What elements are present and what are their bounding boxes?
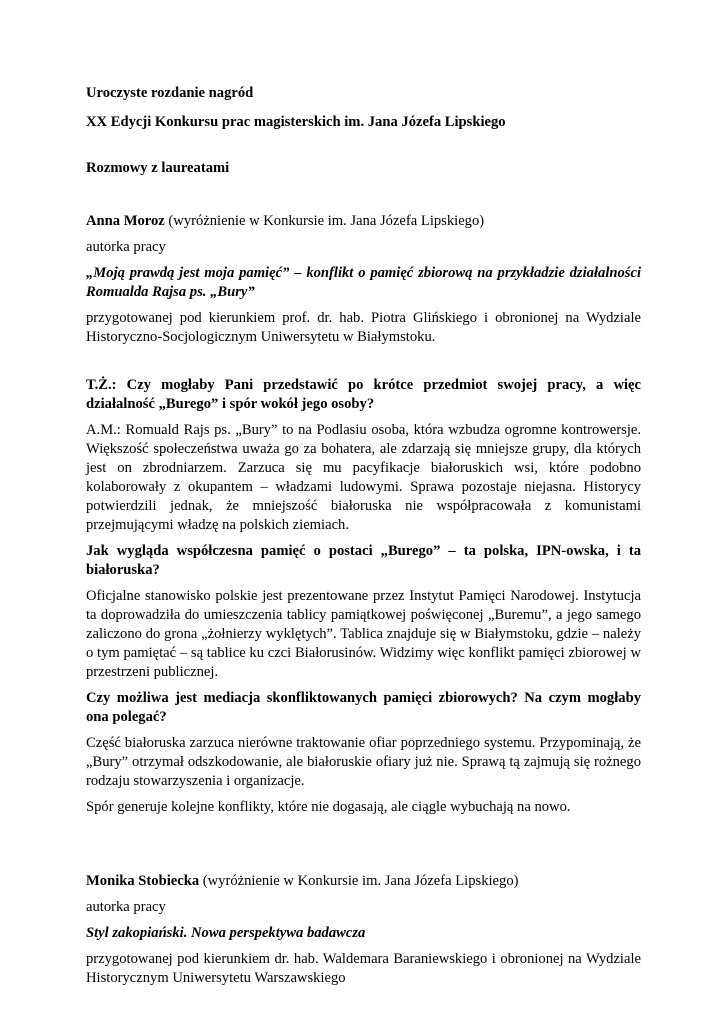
laureate-1-thesis-title: „Moją prawdą jest moja pamięć” – konflikt o pamięć zbiorową na przykładzie działalności Romualda Rajsa ps. „Bury” — [86, 265, 641, 300]
interview-question-2: Jak wygląda współczesna pamięć o postaci „Burego” – ta polska, IPN-owska, i ta białoruska? — [86, 543, 641, 578]
interview-answer-3b: Spór generuje kolejne konflikty, które nie dogasają, ale ciągle wybuchają na nowo. — [86, 799, 571, 815]
interview-answer-3: Część białoruska zarzuca nierówne traktowanie ofiar poprzedniego systemu. Przypominają, że „Bury” otrzymał odszkodowanie, ale białoruskie ofiary już nie. Sprawą tą zajmują się rożnego rodzaju stowarzyszenia i organizacje. — [86, 735, 641, 789]
interview-answer-1: A.M.: Romuald Rajs ps. „Bury” to na Podlasiu osoba, która wzbudza ogromne kontrowersje. Większość społeczeństwa uważa go za bohatera, ale zdarzają się mniejsze grupy, dla których jest on zbrodniarzem. Zarzuca się mu pacyfikacje białoruskich wsi, które podobno kolaborowały z okupantem – władzami ludowymi. Sprawa pozostaje niejasna. Historycy potwierdzili jednak, że mniejszość białoruska nie współpracowała z komunistami przejmującymi władzę na polskich ziemiach. — [86, 422, 641, 533]
competition-title: XX Edycji Konkursu prac magisterskich im. Jana Józefa Lipskiego — [86, 114, 506, 130]
laureate-1-heading — [86, 212, 641, 231]
laureate-2-role: autorka pracy — [86, 899, 166, 915]
interview-answer-2: Oficjalne stanowisko polskie jest prezentowane przez Instytut Pamięci Narodowej. Instytucja ta doprowadziła do umieszczenia tablicy pamiątkowej poświęconej „Buremu”, a jego samego zaliczono do grona „żołnierzy wyklętych”. Tablica znajduje się w Białymstoku, gdzie – należy o tym pamiętać – są tablice ku czci Białorusinów. Widzimy więc konflikt pamięci zbiorowej w przestrzeni publicznej. — [86, 588, 641, 680]
event-title: Uroczyste rozdanie nagród — [86, 85, 254, 101]
interview-question-1: T.Ż.: Czy mogłaby Pani przedstawić po krótce przedmiot swojej pracy, a więc działalność „Burego” i spór wokół jego osoby? — [86, 377, 641, 412]
laureate-1-distinction: (wyróżnienie w Konkursie im. Jana Józefa Lipskiego) — [164, 213, 485, 229]
laureate-1-name: Anna Moroz — [86, 213, 165, 229]
section-title: Rozmowy z laureatami — [86, 160, 230, 176]
laureate-2-distinction: (wyróżnienie w Konkursie im. Jana Józefa Lipskiego) — [199, 873, 519, 889]
laureate-2-heading — [86, 872, 641, 891]
laureate-1-supervision: przygotowanej pod kierunkiem prof. dr. hab. Piotra Glińskiego i obronionej na Wydziale Historyczno-Socjologicznym Uniwersytetu w Białymstoku. — [86, 310, 641, 345]
laureate-2-supervision: przygotowanej pod kierunkiem dr. hab. Waldemara Baraniewskiego i obronionej na Wydziale Historycznym Uniwersytetu Warszawskiego — [86, 951, 641, 986]
document-page — [86, 84, 641, 988]
laureate-2-thesis-title: Styl zakopiański. Nowa perspektywa badawcza — [86, 925, 366, 941]
laureate-1-role: autorka pracy — [86, 239, 166, 255]
laureate-2-name: Monika Stobiecka — [86, 873, 200, 889]
interview-question-3: Czy możliwa jest mediacja skonfliktowanych pamięci zbiorowych? Na czym mogłaby ona polegać? — [86, 690, 641, 725]
